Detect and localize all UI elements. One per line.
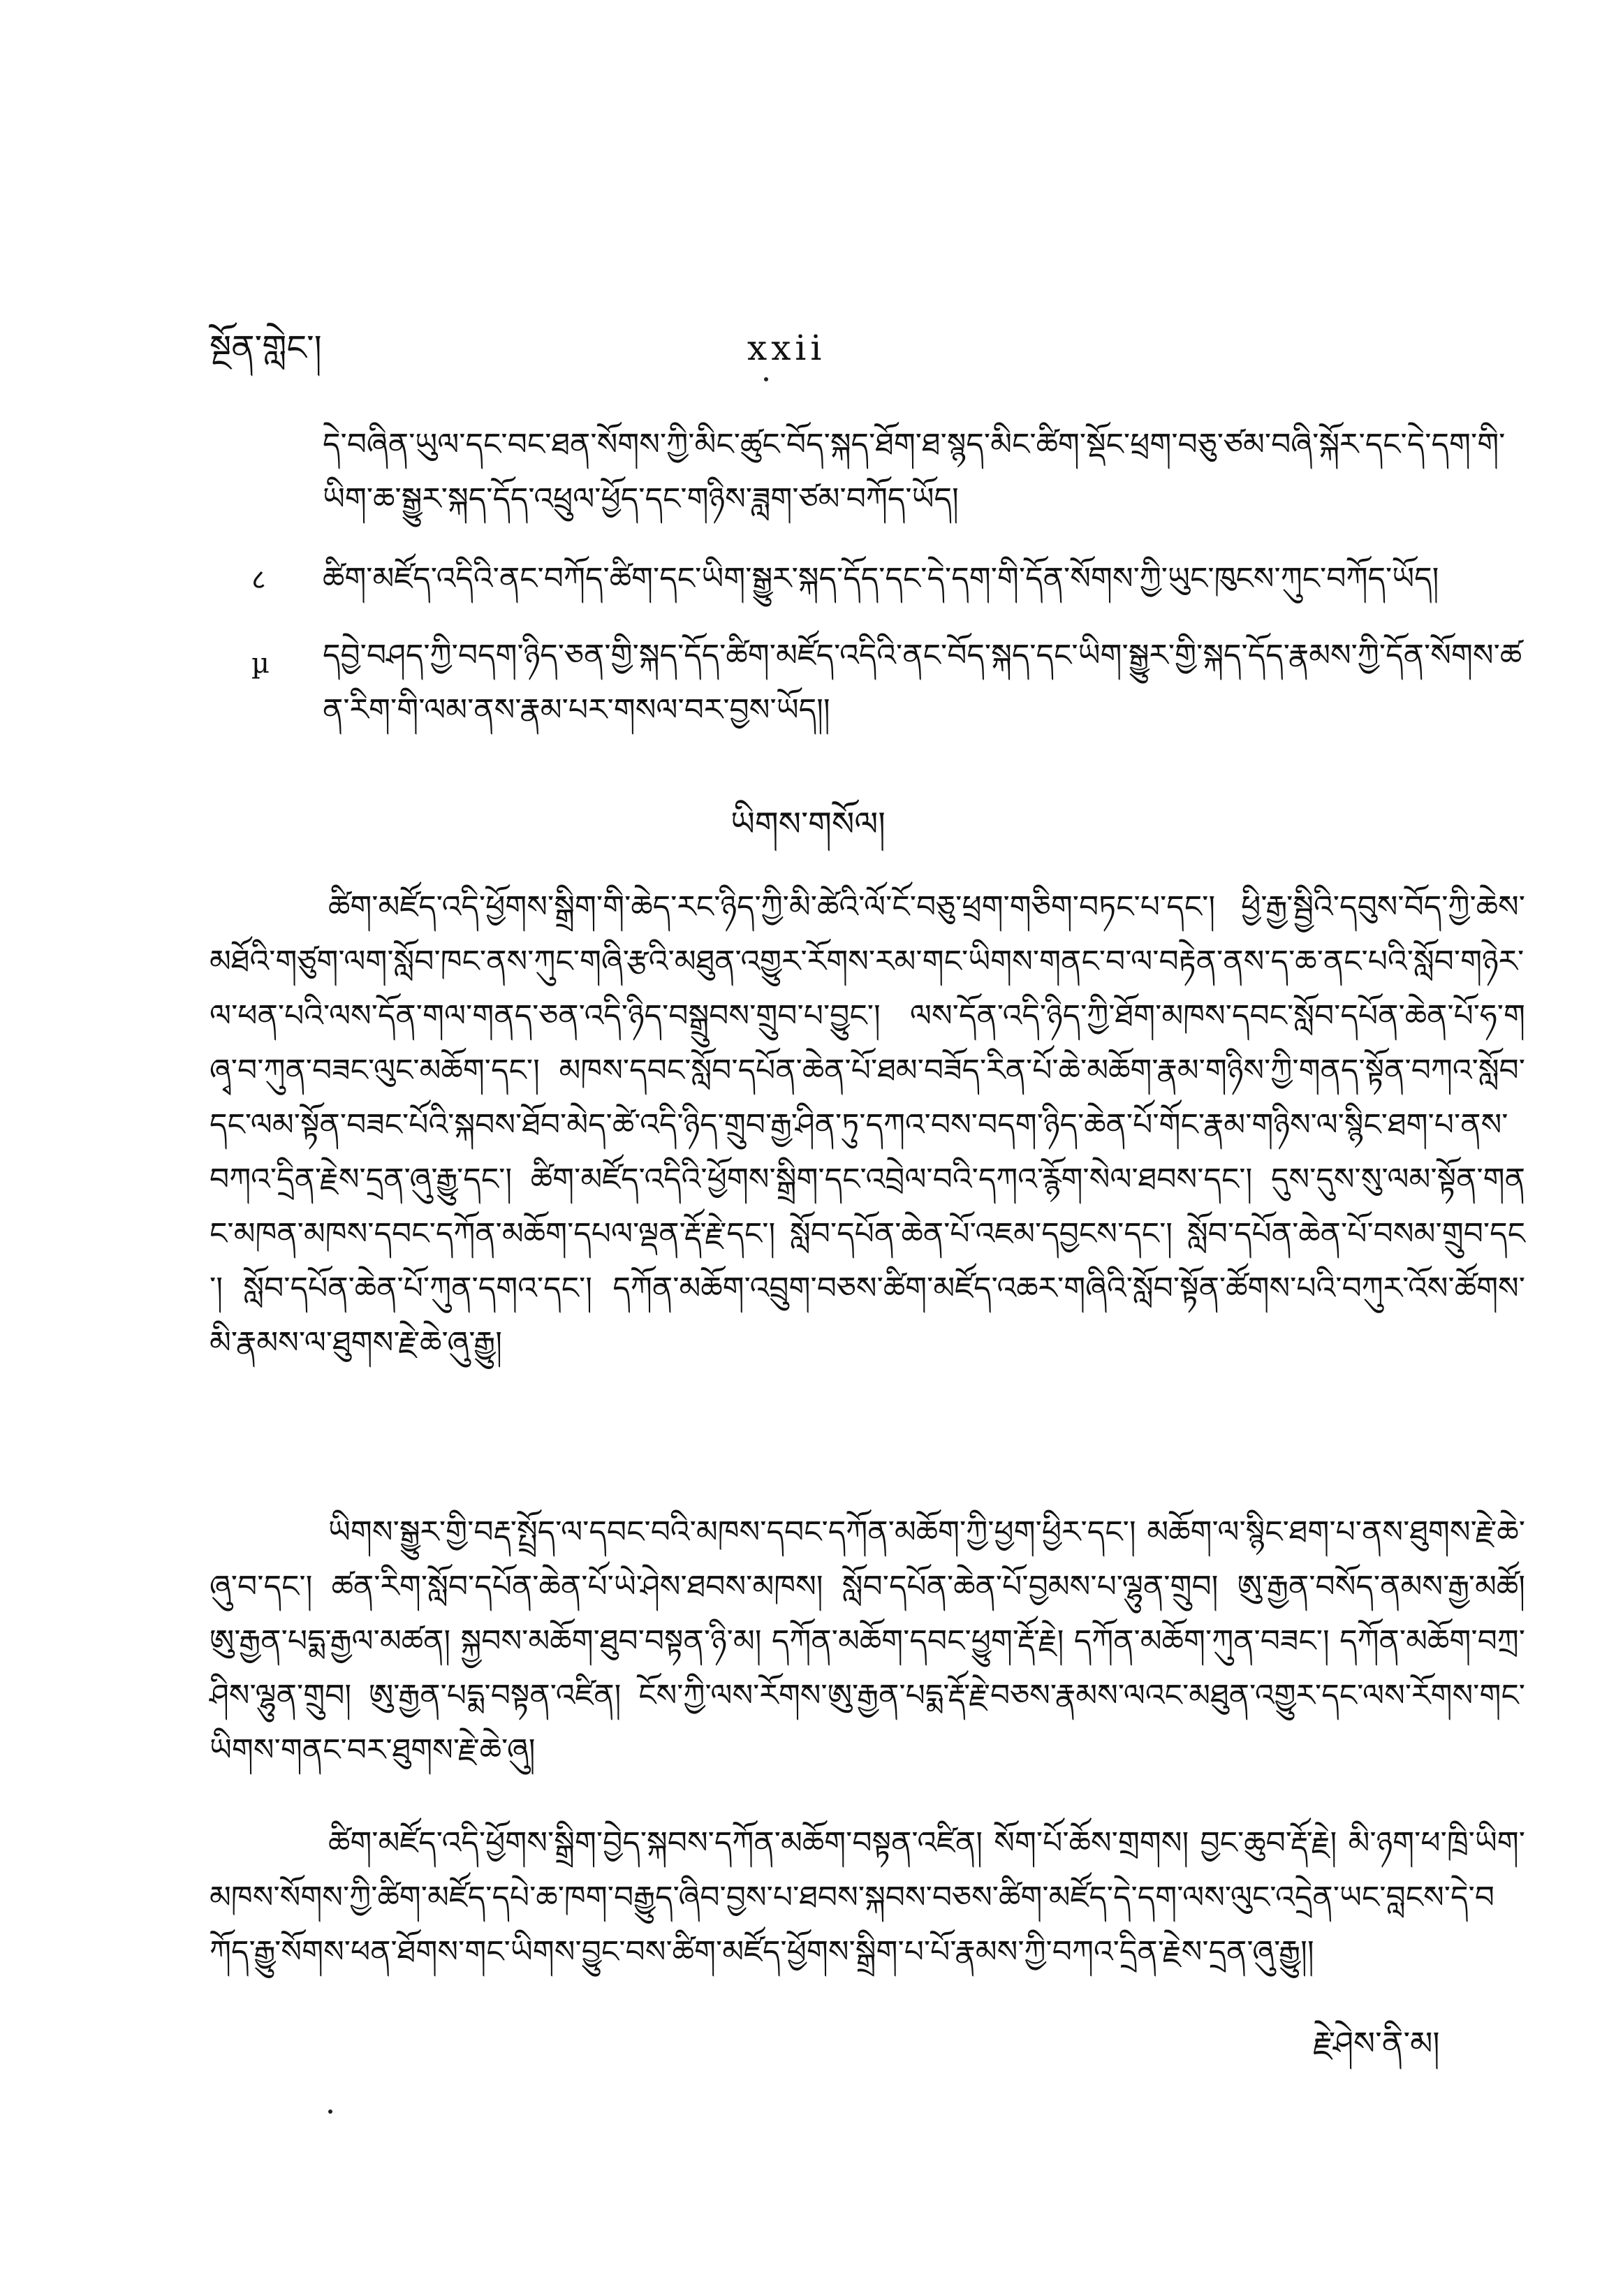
body-paragraph: ཡིགས་སྒྱུར་གྱི་བརྡ་སྤྲོད་ལ་དབང་བའི་མཁས་དབང་དཀོན་མཆོག་ཀྱི་ཕྱག་ཕྱིར་དང་། མཆོག་ལ་སྙིང་ཐག་པ་ནས་ཐུགས་རྗེ་ཆེ་ཞུ་བ་དང་། ཚན་རིག་སློབ་དཔོན་ཆེན་པོ་ཡེ་ཤེས་ཐབས་མཁས། སློབ་དཔོན་ཆེན་པོ་བྱམས་པ་ལྷུན་གྲུབ། ཨུ་རྒྱན་བསོད་ནམས་རྒྱ་མཚོ། ཨུ་རྒྱན་པདྨ་རྒྱལ་མཚན། སྐྱབས་མཆོག་ཐུབ་བསྟན་ཉི་མ། དཀོན་མཆོག་དབང་ཕྱུག་རྡོ་རྗེ། དཀོན་མཆོག་ཀུན་བཟང་། དཀོན་མཆོག་བཀྲ་ཤིས་ལྷུན་གྲུབ། ཨུ་རྒྱན་པདྨ་བསྟན་འཛིན། ངོས་ཀྱི་ལས་རོགས་ཨུ་རྒྱན་པདྨ་རྡོ་རྗེ་བཅས་རྣམས་ལའང་མཐུན་འགྱུར་དང་ལས་རོགས་གང་ཡིགས་གནང་བར་ཐུགས་རྗེ་ཆེ་ཞུ། xyxy=(210,1514,1525,1768)
page-number: xxii xyxy=(747,328,826,368)
list-marker: µ xyxy=(251,648,270,680)
speck-mark xyxy=(764,377,768,381)
list-marker: ८ xyxy=(251,564,266,596)
list-item-text: དབྱེ་བཤད་ཀྱི་བདག་ཉིད་ཅན་གྱི་སྐད་དོད་ཚིག་མཛོད་འདིའི་ནང་བོད་སྐད་དང་ཡིག་སྒྱུར་གྱི་སྐད་དོད་རྣམས་ཀྱི་དོན་སོགས་ཚན་རིག་གི་ལམ་ནས་རྣམ་པར་གསལ་བར་བྱས་ཡོད།། xyxy=(323,638,1522,728)
body-paragraph: ཚིག་མཛོད་འདི་ཕྱོགས་སྒྲིག་བྱེད་སྐབས་དཀོན་མཆོག་བསྟན་འཛིན། སོག་པོ་ཆོས་གྲགས། བྱང་ཆུབ་རྡོ་རྗེ། མི་ཉག་ཕ་ཁྲི་ཡིག་མཁས་སོགས་ཀྱི་ཚིག་མཛོད་དཔེ་ཆ་ཁག་བརྒྱུད་ཞིབ་བྱས་པ་ཐབས་སྐབས་བཅས་ཚིག་མཛོད་དེ་དག་ལས་ལུང་འདྲེན་ཡང་བླངས་དེ་བཀོད་རྒྱུ་སོགས་ཕན་ཐོགས་གང་ཡིགས་བྱུང་བས་ཚིག་མཛོད་ཕྱོགས་སྒྲིག་པ་པོ་རྣམས་ཀྱི་བཀའ་དྲིན་རྗེས་དྲན་ཞུ་རྒྱུ།། xyxy=(210,1825,1525,1970)
body-paragraph: ཚིག་མཛོད་འདི་ཕྱོགས་སྒྲིག་གི་ཆེད་རང་ཉིད་ཀྱི་མི་ཚེའི་ལོ་ངོ་བཅུ་ཕྲག་གཅིག་བཏང་པ་དང་། ཕྱི་རྒྱ་སྦྱིའི་དབུས་བོད་ཀྱི་ཆེས་མཐོའི་གཙུག་ལག་སློབ་ཁང་ནས་ཀུང་གཞི་རྩའི་མཐུན་འགྱུར་རོགས་རམ་གང་ཡིགས་གནང་བ་ལ་བརྟེན་ནས་ད་ཆ་ནང་པའི་སློབ་གཉེར་ལ་ཕན་པའི་ལས་དོན་གལ་གནད་ཅན་འདི་ཉིད་བསྒྲུབས་གྲུབ་པ་བྱུང་། ལས་དོན་འདི་ཉིད་ཀྱི་ཐོག་མཁས་དབང་སློབ་དཔོན་ཆེན་པོ་ཧ་གཞྭ་བ་ཀུན་བཟང་ལུང་མཆོག་དང་། མཁས་དབང་སློབ་དཔོན་ཆེན་པོ་ཐམ་བཟོད་རིན་པོ་ཆེ་མཆོག་རྣམ་གཉིས་ཀྱི་གནད་སྟོན་བཀའ་སློབ་དང་ལམ་སྟོན་བཟང་པོའི་སྐབས་ཐོབ་མེད་ཚེ་འདི་ཉིད་གྲུབ་རྒྱ་ཤིན་ཏུ་དཀའ་བས་བདག་ཉིད་ཆེན་པོ་གོང་རྣམ་གཉིས་ལ་སྙིང་ཐག་པ་ནས་བཀའ་དྲིན་རྗེས་དྲན་ཞུ་རྒྱུ་དང་། ཚིག་མཛོད་འདིའི་ཕྱོགས་སྒྲིག་དང་འབྲེལ་བའི་དཀའ་རྙོག་སེལ་ཐབས་དང་། དུས་དུས་སུ་ལམ་སྟོན་གནང་མཁན་མཁས་དབང་དཀོན་མཆོག་དཔལ་ལྡན་རྡོ་རྗེ་དང་། སློབ་དཔོན་ཆེན་པོ་འཇམ་དབྱངས་དང་། སློབ་དཔོན་ཆེན་པོ་བསམ་གྲུབ་དང་། སློབ་དཔོན་ཆེན་པོ་ཀུན་དགའ་དང་། དཀོན་མཆོག་འབྲུག་བཅས་ཚིག་མཛོད་འཆར་གཞིའི་སློབ་སྟོན་ཚོགས་པའི་བཀུར་འོས་ཚོགས་མི་རྣམས་ལ་ཐུགས་རྗེ་ཆེ་ཞུ་རྒྱུ། xyxy=(210,889,1525,1361)
intro-paragraph: དེ་བཞིན་ཡུལ་དང་བང་ཐན་སོགས་ཀྱི་མིང་ཚུང་བོད་སྐད་ཐོག་ཐ་སྙད་མིང་ཚིག་སྡོང་ཕྲག་བཅུ་ཙམ་བཞི་སྐོར་དང་དེ་དག་གི་ཡིག་ཆ་སྒྱུར་སྐད་དོད་འཕྲུལ་ཕྱོད་དང་གཉིས་ཟླག་ཙམ་བཀོད་ཡོད། xyxy=(323,427,1506,517)
signature: རྗེ་ཤེས་ནི་མ། xyxy=(1313,2024,1440,2062)
speck-mark xyxy=(328,2109,332,2114)
list-item-text: ཚིག་མཛོད་འདིའི་ནང་བཀོད་ཚིག་དང་ཡིག་སྒྱུར་སྐད་དོད་དང་དེ་དག་གི་དོན་སོགས་ཀྱི་ཡུང་ཁུངས་ཀུང་བཀོད་ཡོད། xyxy=(323,561,1439,597)
section-title: ཡིགས་གསོལ། xyxy=(730,805,886,844)
running-head: སྔོན་གླེང་། xyxy=(210,328,322,368)
